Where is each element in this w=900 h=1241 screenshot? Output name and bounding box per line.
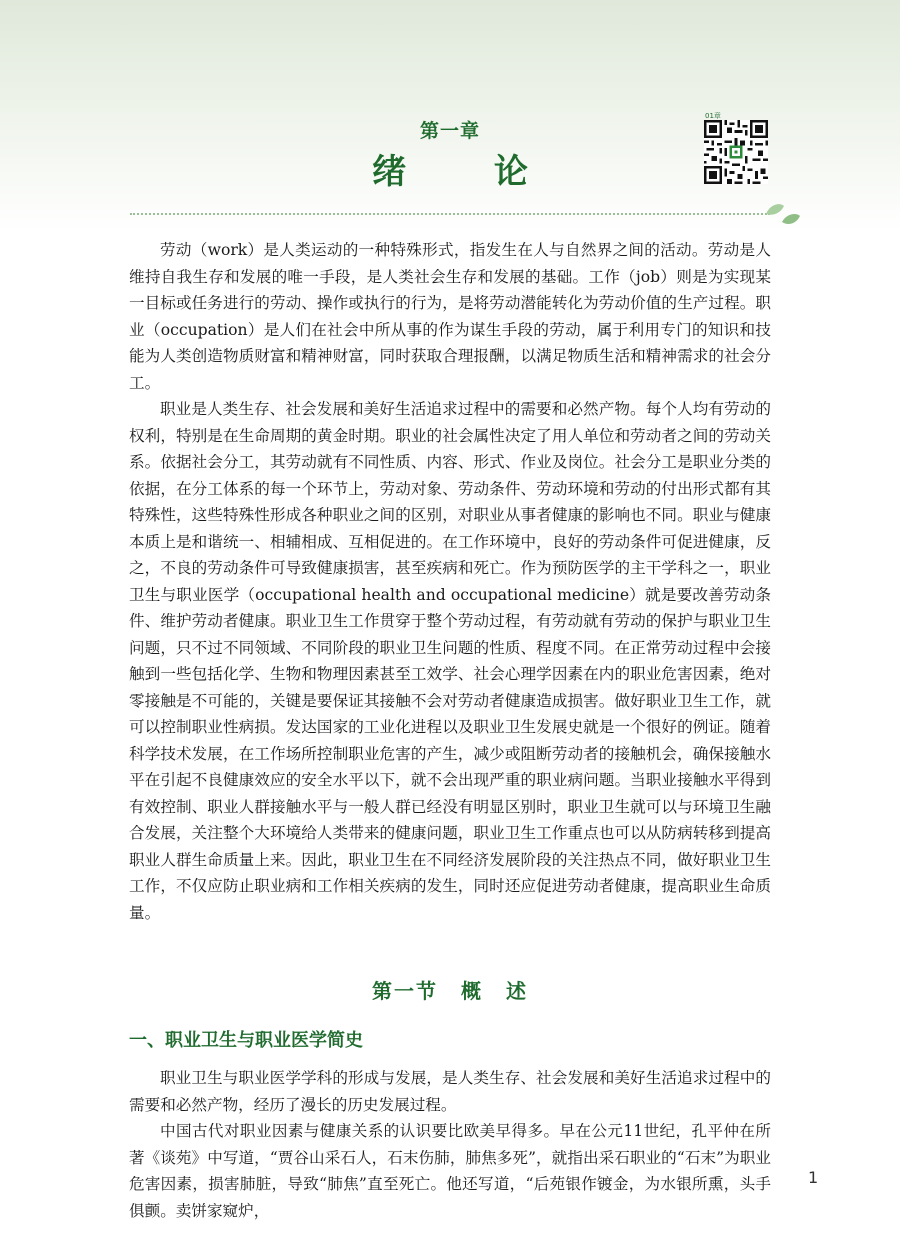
leaf-decoration-icon (762, 196, 802, 232)
qr-code-icon[interactable] (704, 120, 768, 184)
subsection-title: 一、职业卫生与职业医学简史 (129, 1030, 363, 1051)
qr-code-label: 01章 (705, 112, 721, 120)
history-paragraph-1: 职业卫生与职业医学学科的形成与发展，是人类生存、社会发展和美好生活追求过程中的需要和必然产物，经历了漫长的历史发展过程。 (129, 1069, 771, 1114)
chapter-label: 第一章 (419, 120, 480, 142)
header-dotted-divider (130, 213, 770, 215)
chapter-title: 绪 论 (372, 152, 566, 192)
history-paragraph-2: 中国古代对职业因素与健康关系的认识要比欧美早得多。早在公元11世纪，孔平仲在所著《谈苑》中写道，“贾谷山采石人，石末伤肺，肺焦多死”，就指出采石职业的“石末”为职业危害因素，损害肺脏，导致“肺焦”直至死亡。他还写道，“后苑银作镀金，为水银所熏，头手俱颤。卖饼家窥炉， (129, 1122, 771, 1220)
intro-paragraph-2: 职业是人类生存、社会发展和美好生活追求过程中的需要和必然产物。每个人均有劳动的权利，特别是在生命周期的黄金时期。职业的社会属性决定了用人单位和劳动者之间的劳动关系。依据社会分工，其劳动就有不同性质、内容、形式、作业及岗位。社会分工是职业分类的依据，在分工体系的每一个环节上，劳动对象、劳动条件、劳动环境和劳动的付出形式都有其特殊性，这些特殊性形成各种职业之间的区别，对职业从事者健康的影响也不同。职业与健康本质上是和谐统一、相辅相成、互相促进的。在工作环境中，良好的劳动条件可促进健康，反之，不良的劳动条件可导致健康损害，甚至疾病和死亡。作为预防医学的主干学科之一，职业卫生与职业医学（occupational health and occupational medicine）就是要改善劳动条件、维护劳动者健康。职业卫生工作贯穿于整个劳动过程，有劳动就有劳动的保护与职业卫生问题，只不过不同领域、不同阶段的职业卫生问题的性质、程度不同。在正常劳动过程中会接触到一些包括化学、生物和物理因素甚至工效学、社会心理学因素在内的职业危害因素，绝对零接触是不可能的，关键是要保证其接触不会对劳动者健康造成损害。做好职业卫生工作，就可以控制职业性病损。发达国家的工业化进程以及职业卫生发展史就是一个很好的例证。随着科学技术发展，在工作场所控制职业危害的产生，减少或阻断劳动者的接触机会，确保接触水平在引起不良健康效应的安全水平以下，就不会出现严重的职业病问题。当职业接触水平得到有效控制、职业人群接触水平与一般人群已经没有明显区别时，职业卫生就可以与环境卫生融合发展，关注整个大环境给人类带来的健康问题，职业卫生工作重点也可以从防病转移到提高职业人群生命质量上来。因此，职业卫生在不同经济发展阶段的关注热点不同，做好职业卫生工作，不仅应防止职业病和工作相关疾病的发生，同时还应促进劳动者健康，提高职业生命质量。 (129, 400, 771, 922)
section-title: 第一节 概 述 (372, 979, 528, 1003)
page-number: 1 (808, 1168, 819, 1187)
main-content (129, 237, 771, 1224)
intro-paragraph-1: 劳动（work）是人类运动的一种特殊形式，指发生在人与自然界之间的活动。劳动是人维持自我生存和发展的唯一手段，是人类社会生存和发展的基础。工作（job）则是为实现某一目标或任务进行的劳动、操作或执行的行为，是将劳动潜能转化为劳动价值的生产过程。职业（occupation）是人们在社会中所从事的作为谋生手段的劳动，属于利用专门的知识和技能为人类创造物质财富和精神财富，同时获取合理报酬，以满足物质生活和精神需求的社会分工。 (129, 241, 771, 392)
